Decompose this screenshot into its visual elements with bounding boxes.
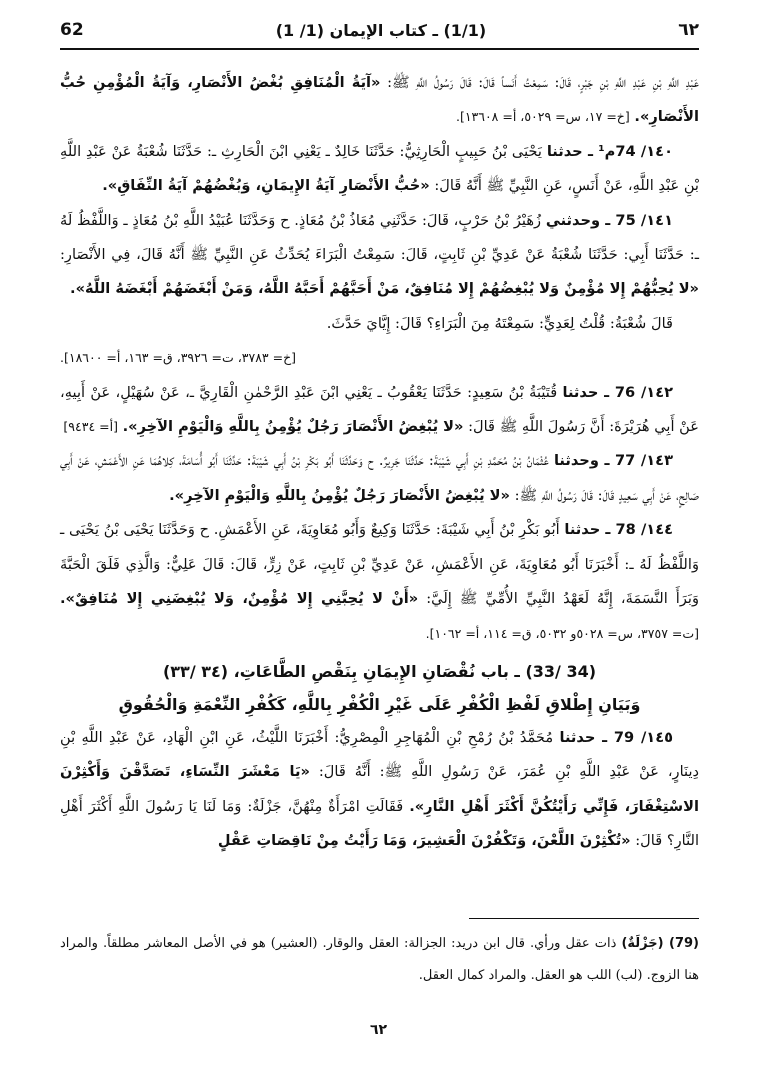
narration-continued: فَقَالَتِ امْرَأَةٌ مِنْهُنَّ، جَزْلَةٌ: وَمَا لَنَا يَا رَسُولَ اللَّهِ أَكْثَرَ أَهْلِ النَّارِ؟ قَالَ: (60, 797, 699, 850)
paragraph (60, 307, 699, 341)
hadith-number: ١٤٢/ 76 ـ حدثنا (562, 383, 674, 401)
page-number-arabic: ٦٢ (678, 20, 699, 40)
chapter-heading (60, 655, 699, 721)
hadith-number: ١٤٣/ 77 ـ وحدثنا (553, 452, 673, 470)
chapter-title-line-2: وَبَيَانِ إِطْلاقِ لَفْظِ الْكُفْرِ عَلَى غَيْرِ الْكُفْرِ بِاللَّهِ، كَكُفْرِ النِّعْمَةِ وَالْحُقُوقِ (118, 694, 641, 714)
hadith-quote-continued: «تُكْثِرْنَ اللَّعْنَ، وَتَكْفُرْنَ الْعَشِيرَ، وَمَا رَأَيْتُ مِنْ نَاقِصَاتِ عَقْلٍ (217, 832, 631, 850)
footnote-text: ذات عقل ورأي. قال ابن دريد: الجزالة: العقل والوقار. (العشير) هو في الأصل المعاشر مطلقاً. والمراد هنا الزوج. (لب) اللب هو العقل. والمراد كمال العقل. (60, 936, 699, 983)
narration: عَبْدِ اللَّهِ بْنِ عَبْدِ اللَّهِ بْنِ جَبْرٍ، قَالَ: سَمِعْتُ أَنَساً قَالَ: قَالَ رَسُولُ اللَّهِ ﷺ: (387, 74, 699, 91)
narration: زُهَيْرُ بْنُ حَرْبٍ، قَالَ: حَدَّثَنِي مُعَاذُ بْنُ مُعَاذٍ. ح وَحَدَّثَنَا عُبَيْدُ اللَّهِ بْنُ مُعَاذٍ ـ وَاللَّفْظُ لَهُ ـ: حَدَّثَنَا أَبِي: حَدَّثَنَا شُعْبَةُ عَنْ عَدِيِّ بْنِ ثَابِتٍ، قَالَ: سَمِعْتُ الْبَرَاءَ يُحَدِّثُ عَنِ النَّبِيِّ ﷺ أَنَّهُ قَالَ، فِي الأَنْصَارِ: (60, 211, 699, 264)
chapter-title-line-1: (34 /33) ـ باب نُقْصَانِ الإِيمَانِ بِنَقْصِ الطَّاعَاتِ، (٣٤ /٣٣) (162, 661, 597, 681)
hadith-quote: «لا يُبْغِضُ الأَنْصَارَ رَجُلٌ يُؤْمِنُ بِاللَّهِ وَالْيَوْمِ الآخِرِ». (169, 486, 510, 504)
paragraph (60, 66, 699, 135)
hadith-quote: «أَنْ لا يُحِبَّنِي إِلا مُؤْمِنٌ، وَلا يُبْغِضَنِي إِلا مُنَافِقٌ». (60, 590, 419, 608)
narration: قَالَ شُعْبَةُ: قُلْتُ لِعَدِيٍّ: سَمِعْتَهُ مِنَ الْبَرَاءِ؟ قَالَ: إِيَّايَ حَدَّثَ. (326, 314, 673, 332)
narration: مُحَمَّدُ بْنُ رُمْحِ بْنِ الْمُهَاجِرِ الْمِصْرِيُّ: أَخْبَرَنَا اللَّيْثُ، عَنِ ابْنِ الْهَادِ، عَنْ عَبْدِ اللَّهِ بْنِ دِينَارٍ، عَنْ عَبْدِ اللَّهِ بْنِ عُمَرَ، عَنْ رَسُولِ اللَّهِ ﷺ: أَنَّهُ قَالَ: (60, 728, 700, 781)
reference: [خ= ١٧، س= ٥٠٢٩، أ= ١٣٦٠٨]. (455, 109, 630, 125)
page-footer-number: ٦٢ (369, 1022, 388, 1038)
paragraph (60, 444, 699, 513)
paragraph (60, 513, 699, 651)
footnote-key: (79) (جَزْلَةٌ) (621, 936, 699, 951)
paragraph (60, 135, 699, 204)
hadith-quote: «حُبُّ الأَنْصَارِ آيَةُ الإِيمَانِ، وَبُغْضُهُمْ آيَةُ النِّفَاقِ». (102, 177, 430, 195)
reference: [ت= ٣٧٥٧، س= ٥٠٢٨و ٥٠٣٢، ق= ١١٤، أ= ١٠٦٢]. (425, 625, 699, 641)
hadith-quote: «لا يُحِبُّهُمْ إِلا مُؤْمِنٌ وَلا يُبْغِضُهُمْ إِلا مُنَافِقٌ، مَنْ أَحَبَّهُمْ أَحَبَّهُ اللَّهُ، وَمَنْ أَبْغَضَهُمْ أَبْغَضَهُ اللَّهُ». (70, 280, 699, 298)
page-header (60, 12, 699, 50)
hadith-number: ١٤٤/ 78 ـ حدثنا (564, 521, 674, 539)
footnote-divider (469, 918, 699, 919)
footnote (60, 928, 699, 992)
reference-line (60, 341, 699, 375)
paragraph (60, 376, 699, 445)
hadith-quote: «آيَةُ الْمُنَافِقِ بُغْضُ الأَنْصَارِ، وَآيَةُ الْمُؤْمِنِ حُبُّ الأَنْصَارِ». (60, 74, 699, 126)
main-text (60, 66, 699, 859)
reference: [أ= ٩٤٣٤] (63, 419, 118, 435)
paragraph (60, 204, 699, 307)
narration: قُتَيْبَةُ بْنُ سَعِيدٍ: حَدَّثَنَا يَعْقُوبُ ـ يَعْنِي ابْنَ عَبْدِ الرَّحْمٰنِ الْقَارِيَّ ـ، عَنْ سُهَيْلٍ، عَنْ أَبِيهِ، عَنْ أَبِي هُرَيْرَةَ: أَنَّ رَسُولَ اللَّهِ ﷺ قَالَ: (60, 383, 699, 436)
running-title: (1/1) ـ كتاب الإيمان (1/ 1) (275, 20, 487, 40)
hadith-number: ١٤٥/ 79 ـ حدثنا (559, 728, 674, 746)
page-number-latin: 62 (60, 20, 84, 40)
hadith-quote: «لا يُبْغِضُ الأَنْصَارَ رَجُلٌ يُؤْمِنُ بِاللَّهِ وَالْيَوْمِ الآخِرِ». (122, 418, 464, 436)
narration: يَحْيَى بْنُ حَبِيبٍ الْحَارِثِيُّ: حَدَّثَنَا خَالِدٌ ـ يَعْنِي ابْنَ الْحَارِثِ ـ: حَدَّثَنَا شُعْبَةُ عَنْ عَبْدِ اللَّهِ بْنِ عَبْدِ اللَّهِ، عَنْ أَنَسٍ، عَنِ النَّبِيِّ ﷺ أَنَّهُ قَالَ: (60, 142, 699, 195)
reference: [خ= ٣٧٨٣، ت= ٣٩٢٦، ق= ١٦٣، أ= ١٨٦٠٠]. (60, 350, 297, 366)
narration: أَبُو بَكْرِ بْنُ أَبِي شَيْبَةَ: حَدَّثَنَا وَكِيعٌ وَأَبُو مُعَاوِيَةَ، عَنِ الأَعْمَشِ. ح وَحَدَّثَنَا يَحْيَى بْنُ يَحْيَى ـ وَاللَّفْظُ لَهُ ـ: أَخْبَرَنَا أَبُو مُعَاوِيَةَ، عَنِ الأَعْمَشِ، عَنْ عَدِيِّ بْنِ ثَابِتٍ، عَنْ زِرٍّ، قَالَ: قَالَ عَلِيٌّ: وَالَّذِي فَلَقَ الْحَبَّةَ وَبَرَأَ النَّسَمَةَ، إِنَّهُ لَعَهْدُ النَّبِيِّ الأُمِّيِّ ﷺ إِلَيَّ: (60, 521, 699, 608)
narration: عُثْمَانُ بْنُ مُحَمَّدِ بْنِ أَبِي شَيْبَةَ: حَدَّثَنَا جَرِيرٌ. ح وَحَدَّثَنَا أَبُو بَكْرِ بْنُ أَبِي شَيْبَةَ: حَدَّثَنَا أَبُو أُسَامَةَ، كِلاهُمَا عَنِ الأَعْمَشِ، عَنْ أَبِي صَالِحٍ، عَنْ أَبِي سَعِيدٍ قَالَ: قَالَ رَسُولُ اللَّهِ ﷺ: (60, 452, 699, 504)
hadith-quote: «يَا مَعْشَرَ النِّسَاءِ، تَصَدَّقْنَ وَأَكْثِرْنَ الاسْتِغْفَارَ، فَإِنِّي رَأَيْتُكُنَّ أَكْثَرَ أَهْلِ النَّارِ». (60, 763, 700, 815)
paragraph (60, 721, 699, 859)
hadith-number: ١٤١/ 75 ـ وحدثني (545, 211, 673, 229)
hadith-number: ١٤٠/ 74م¹ ـ حدثنا (546, 142, 673, 160)
